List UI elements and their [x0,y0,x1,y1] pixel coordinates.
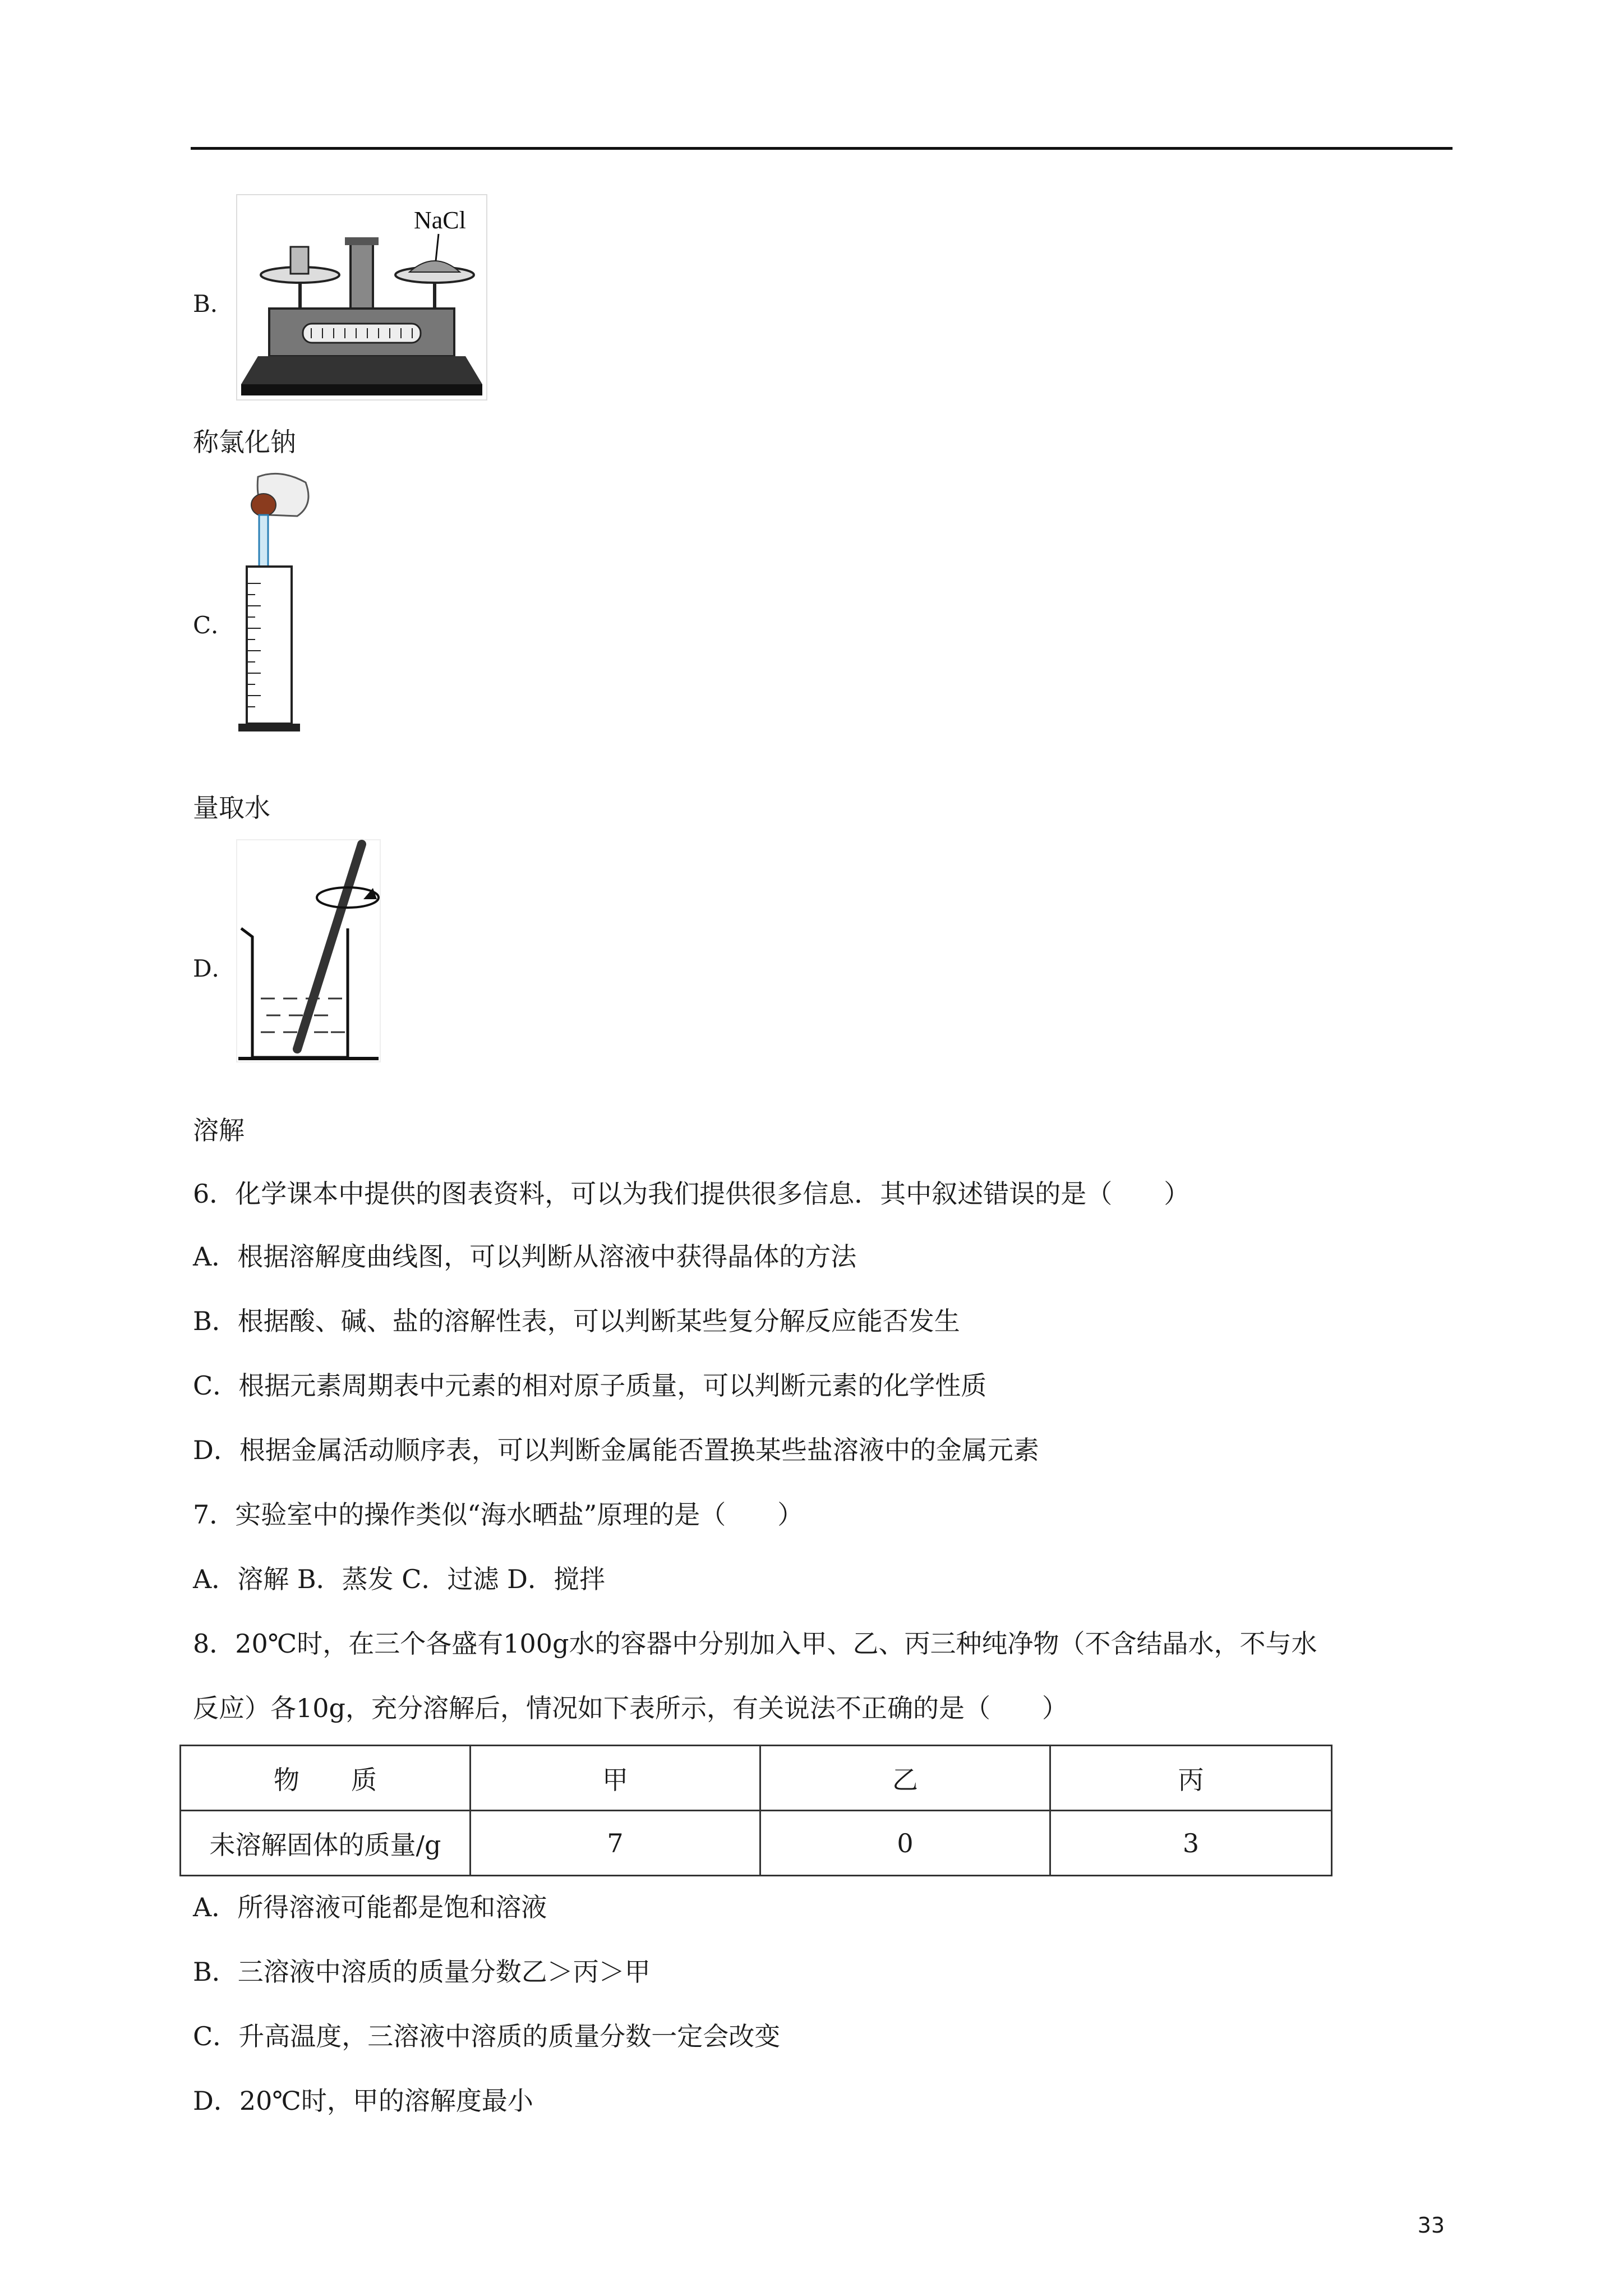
table-header-cell: 甲 [471,1746,760,1811]
table-row [181,1811,1332,1876]
q7-stem: 7．实验室中的操作类似“海水晒盐”原理的是（ ） [193,1499,804,1530]
table-cell: 0 [760,1811,1050,1876]
q8-option-b: B．三溶液中溶质的质量分数乙＞丙＞甲 [193,1957,651,1987]
q6-option-a: A．根据溶解度曲线图，可以判断从溶液中获得晶体的方法 [193,1241,857,1272]
q6-option-b: B．根据酸、碱、盐的溶解性表，可以判断某些复分解反应能否发生 [193,1306,960,1336]
table-cell: 未溶解固体的质量/g [181,1811,471,1876]
figure-b-caption: 称氯化钠 [193,427,296,457]
q8-stem-line2: 反应）各10g，充分溶解后，情况如下表所示，有关说法不正确的是（ ） [193,1693,1068,1723]
q8-option-d: D．20℃时，甲的溶解度最小 [193,2086,533,2116]
q6-option-c: C．根据元素周期表中元素的相对原子质量，可以判断元素的化学性质 [193,1370,987,1401]
q6-option-d: D．根据金属活动顺序表，可以判断金属能否置换某些盐溶液中的金属元素 [193,1435,1039,1465]
table-header-row [181,1746,1332,1811]
q6-stem: 6．化学课本中提供的图表资料，可以为我们提供很多信息．其中叙述错误的是（ ） [193,1179,1190,1209]
table-header-cell: 物 质 [181,1746,471,1811]
q8-option-c: C．升高温度，三溶液中溶质的质量分数一定会改变 [193,2021,781,2051]
page-number: 33 [1417,2213,1445,2238]
q7-options: A．溶解 B．蒸发 C．过滤 D．搅拌 [193,1564,605,1594]
figure-d-label: D． [193,955,236,982]
q8-stem-line1: 8．20℃时，在三个各盛有100g水的容器中分别加入甲、乙、丙三种纯净物（不含结晶水，不与水 [193,1628,1317,1659]
balance-figure [236,194,488,401]
header-rule [191,147,1453,150]
figure-d-caption: 溶解 [193,1115,245,1145]
figure-c-caption: 量取水 [193,793,270,823]
nacl-tag: NaCl [414,206,466,234]
beaker-stirring-figure [236,839,381,1063]
q8-option-a: A．所得溶液可能都是饱和溶液 [193,1892,547,1922]
figure-c-label: C． [193,611,235,639]
table-cell: 7 [471,1811,760,1876]
solubility-table [179,1745,1332,1876]
graduated-cylinder-figure [230,471,314,735]
table-header-cell: 乙 [760,1746,1050,1811]
table-header-cell: 丙 [1050,1746,1332,1811]
figure-b-label: B． [193,290,234,318]
table-cell: 3 [1050,1811,1332,1876]
